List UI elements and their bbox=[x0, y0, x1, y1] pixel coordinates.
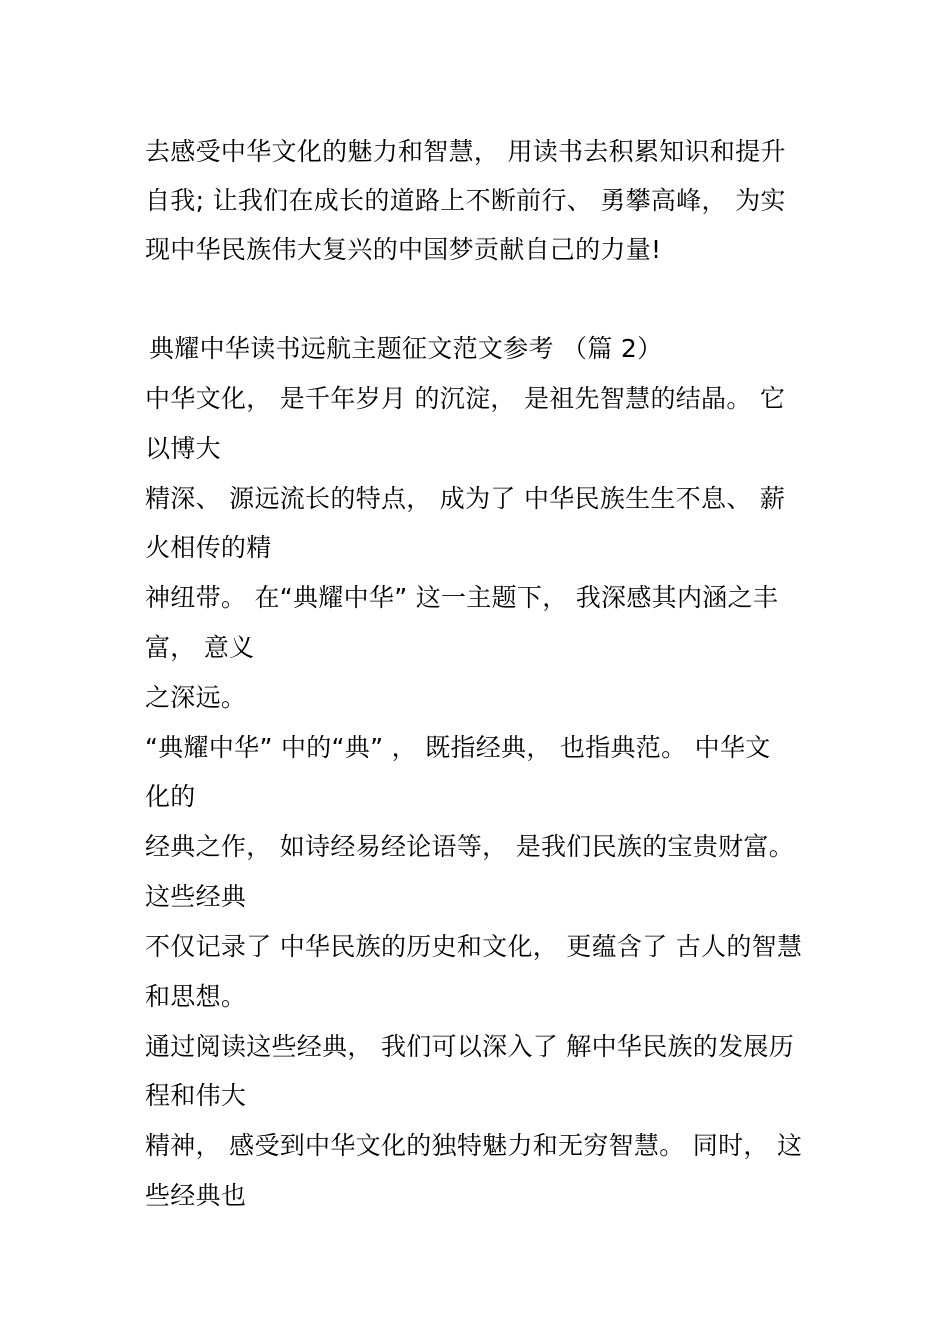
body-line: 通过阅读这些经典， 我们可以深入了 解中华民族的发展历 bbox=[145, 1032, 794, 1061]
body-line: 些经典也 bbox=[145, 1181, 247, 1210]
paragraph-line: 自我; 让我们在成长的道路上不断前行、 勇攀高峰， 为实 bbox=[145, 186, 786, 215]
body-line: 经典之作， 如诗经易经论语等， 是我们民族的宝贵财富。 bbox=[145, 832, 794, 861]
section-title: 典耀中华读书远航主题征文范文参考 （篇 2） bbox=[149, 334, 663, 363]
body-line: 火相传的精 bbox=[145, 533, 272, 562]
body-line: 富， 意义 bbox=[145, 633, 255, 662]
paragraph-line: 现中华民族伟大复兴的中国梦贡献自己的力量! bbox=[145, 235, 662, 264]
body-line: 精神， 感受到中华文化的独特魅力和无穷智慧。 同时， 这 bbox=[145, 1131, 803, 1160]
paragraph-line: 去感受中华文化的魅力和智慧， 用读书去积累知识和提升 bbox=[145, 137, 786, 166]
body-line: 化的 bbox=[145, 782, 196, 811]
body-line: 之深远。 bbox=[145, 683, 247, 712]
body-line: 和思想。 bbox=[145, 982, 247, 1011]
body-line: 精深、 源远流长的特点， 成为了 中华民族生生不息、 薪 bbox=[145, 484, 786, 513]
body-line: 不仅记录了 中华民族的历史和文化， 更蕴含了 古人的智慧 bbox=[145, 932, 803, 961]
body-line: 以博大 bbox=[145, 434, 221, 463]
body-line: 神纽带。 在“典耀中华” 这一主题下， 我深感其内涵之丰 bbox=[145, 583, 779, 612]
body-line: “典耀中华” 中的“典” ， 既指经典， 也指典范。 中华文 bbox=[145, 733, 771, 762]
body-line: 程和伟大 bbox=[145, 1081, 247, 1110]
body-line: 中华文化， 是千年岁月 的沉淀， 是祖先智慧的结晶。 它 bbox=[145, 384, 786, 413]
body-line: 这些经典 bbox=[145, 882, 247, 911]
